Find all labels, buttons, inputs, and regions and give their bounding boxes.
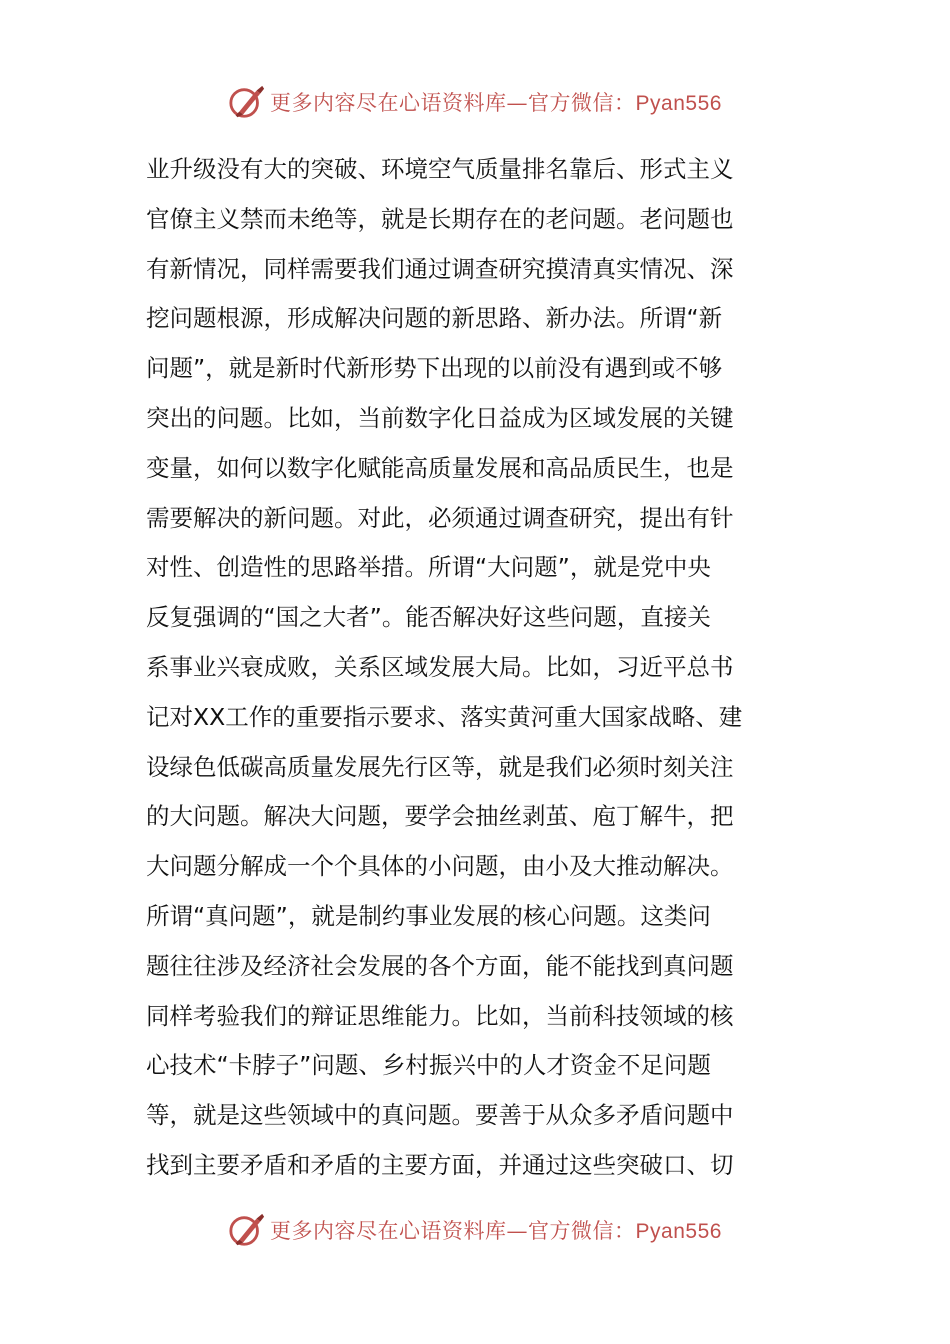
body-text-line: 突出的问题。比如，当前数字化日益成为区域发展的关键 <box>146 403 734 432</box>
body-text-line: 题往往涉及经济社会发展的各个方面，能不能找到真问题 <box>146 951 734 980</box>
body-text-line: 变量，如何以数字化赋能高质量发展和高品质民生，也是 <box>146 453 734 482</box>
body-text-line: 系事业兴衰成败，关系区域发展大局。比如，习近平总书 <box>146 652 734 681</box>
footer-banner <box>0 1208 950 1252</box>
footer-banner-label: 更多内容尽在心语资料库—官方微信： <box>270 1219 636 1243</box>
body-text-line: 等，就是这些领域中的真问题。要善于从众多矛盾问题中 <box>146 1101 734 1130</box>
document-body <box>146 145 806 1191</box>
body-text-line: 挖问题根源，形成解决问题的新思路、新办法。所谓“新 <box>146 304 723 333</box>
footer-banner-inner <box>228 1211 722 1249</box>
body-text-line: 心技术“卡脖子”问题、乡村振兴中的人才资金不足问题 <box>146 1051 711 1080</box>
body-text-line: 反复强调的“国之大者”。能否解决好这些问题，直接关 <box>146 603 711 632</box>
body-text-line: 需要解决的新问题。对此，必须通过调查研究，提出有针 <box>146 503 734 532</box>
body-text-line: 找到主要矛盾和矛盾的主要方面，并通过这些突破口、切 <box>146 1150 734 1179</box>
body-text-line: 所谓“真问题”，就是制约事业发展的核心问题。这类问 <box>146 901 711 930</box>
pen-logo-icon <box>228 1211 266 1249</box>
pen-logo-icon <box>228 83 266 121</box>
body-text-line: 设绿色低碳高质量发展先行区等，就是我们必须时刻关注 <box>146 752 734 781</box>
body-text-line: 问题”，就是新时代新形势下出现的以前没有遇到或不够 <box>146 354 723 383</box>
header-banner-text <box>270 87 722 117</box>
header-banner <box>0 80 950 124</box>
body-text-line: 记对XX工作的重要指示要求、落实黄河重大国家战略、建 <box>146 702 743 731</box>
body-text-line: 的大问题。解决大问题，要学会抽丝剥茧、庖丁解牛，把 <box>146 802 734 831</box>
footer-wechat-id: Pyan556 <box>635 1220 722 1243</box>
header-banner-inner <box>228 83 722 121</box>
body-text-line: 业升级没有大的突破、环境空气质量排名靠后、形式主义 <box>146 155 734 183</box>
header-wechat-id: Pyan556 <box>635 92 722 115</box>
body-text-line: 对性、创造性的思路举措。所谓“大问题”，就是党中央 <box>146 553 711 582</box>
body-text-line: 官僚主义禁而未绝等，就是长期存在的老问题。老问题也 <box>146 204 734 233</box>
body-text-line: 同样考验我们的辩证思维能力。比如，当前科技领域的核 <box>146 1001 734 1030</box>
body-text-line: 大问题分解成一个个具体的小问题，由小及大推动解决。 <box>146 852 734 881</box>
body-text-line: 有新情况，同样需要我们通过调查研究摸清真实情况、深 <box>146 254 734 283</box>
footer-banner-text <box>270 1215 722 1245</box>
header-banner-label: 更多内容尽在心语资料库—官方微信： <box>270 91 636 115</box>
